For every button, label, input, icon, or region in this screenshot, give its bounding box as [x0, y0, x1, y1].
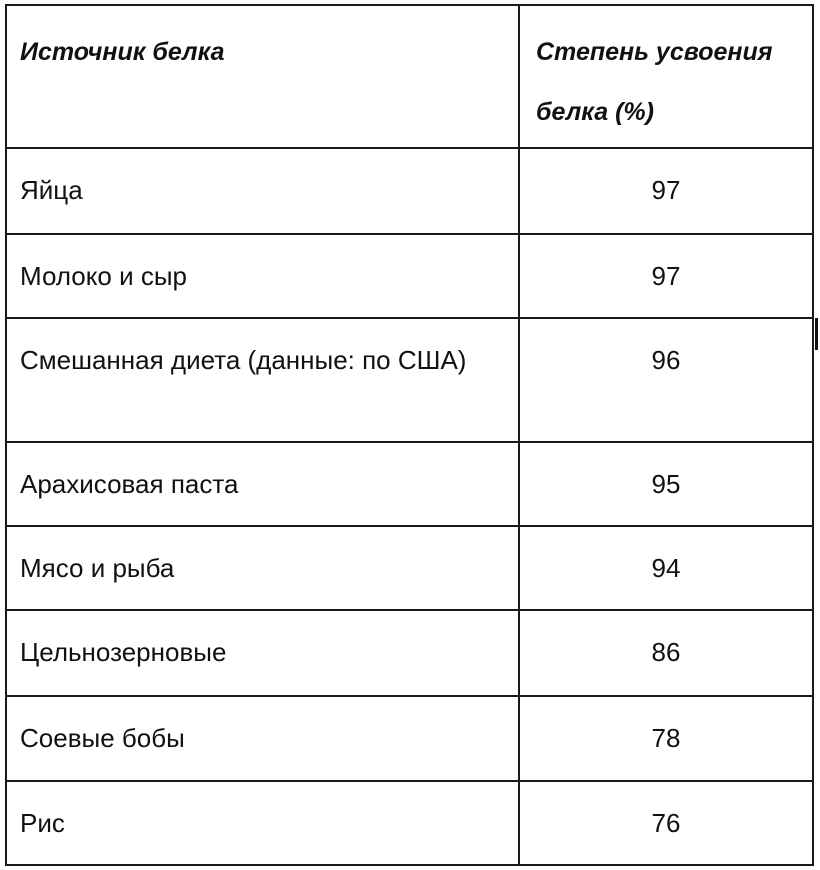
table-row — [7, 149, 814, 235]
table-row — [7, 443, 814, 527]
cell-digestibility: 86 — [520, 611, 814, 695]
cell-digestibility: 96 — [520, 319, 814, 441]
table-row — [7, 235, 814, 319]
table-row — [7, 319, 814, 443]
header-protein-source: Источник белка — [7, 6, 520, 147]
cell-protein-source: Смешанная диета (данные: по США) — [7, 319, 520, 441]
cell-digestibility: 94 — [520, 527, 814, 609]
table-row — [7, 782, 814, 866]
table-header-row — [7, 6, 814, 149]
protein-digestibility-table — [5, 4, 814, 866]
cell-protein-source: Мясо и рыба — [7, 527, 520, 609]
text-cursor — [815, 318, 818, 350]
cell-protein-source: Яйца — [7, 149, 520, 233]
cell-protein-source: Молоко и сыр — [7, 235, 520, 317]
cell-protein-source: Цельнозерновые — [7, 611, 520, 695]
cell-digestibility: 97 — [520, 235, 814, 317]
cell-protein-source: Рис — [7, 782, 520, 864]
cell-digestibility: 95 — [520, 443, 814, 525]
header-digestibility: Степень усвоения белка (%) — [520, 6, 814, 147]
table-row — [7, 527, 814, 611]
cell-protein-source: Соевые бобы — [7, 697, 520, 780]
cell-digestibility: 78 — [520, 697, 814, 780]
cell-digestibility: 97 — [520, 149, 814, 233]
table-row — [7, 611, 814, 697]
table-row — [7, 697, 814, 782]
cell-protein-source: Арахисовая паста — [7, 443, 520, 525]
cell-digestibility: 76 — [520, 782, 814, 864]
